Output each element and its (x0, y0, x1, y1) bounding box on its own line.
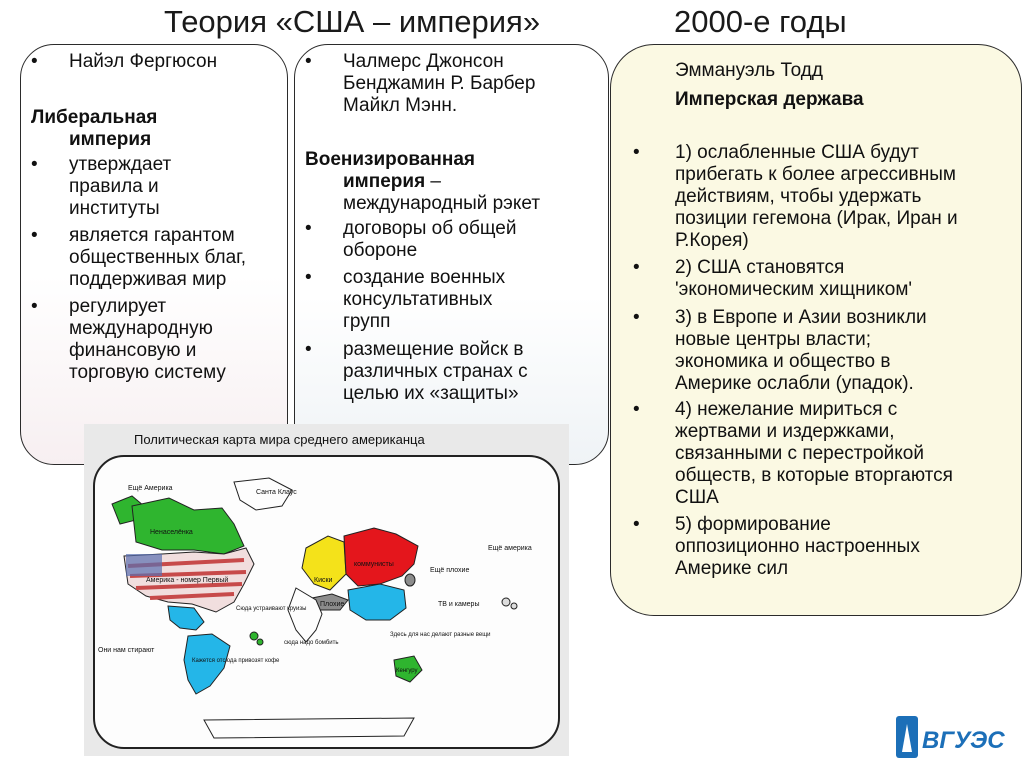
map-label: Кенгуру (396, 668, 418, 674)
todd-panel (610, 44, 1022, 616)
todd-heading: Имперская держава (675, 89, 864, 110)
todd-item: • 3) в Европе и Азии возникли новые центры власти; экономика и общество в Америке ослабли (упадок). (611, 307, 1021, 395)
map-label: Ещё плохие (430, 567, 470, 574)
johnson-item: • создание военных консультативных групп (295, 267, 608, 333)
johnson-item: • договоры об общей обороне (295, 218, 608, 262)
map-label: Здесь для нас делают разные вещи (390, 632, 491, 638)
johnson-authors: • Чалмерс Джонсон Бенджамин Р. Барбер Майкл Мэнн. (295, 51, 608, 117)
map-label: Плохие (320, 601, 345, 608)
todd-item: • 1) ослабленные США будут прибегать к более агрессивным действиям, чтобы удержать позиции гегемона (Ирак, Иран и Р.Корея) (611, 142, 1021, 252)
map-label: Ненаселёнка (150, 529, 193, 536)
johnson-panel (294, 44, 609, 465)
ferguson-item: • утверждает правила и институты (21, 154, 287, 220)
map-label: Сюда устраивают круизы (236, 606, 307, 612)
map-label: Ещё америка (488, 545, 532, 552)
map-region (405, 574, 415, 586)
logo-text: ВГУЭС (922, 727, 1005, 754)
map-label: сюда надо бомбить (284, 640, 339, 646)
todd-author: Эммануэль Тодд (675, 60, 823, 81)
ferguson-item: • является гарантом общественных благ, поддерживая мир (21, 225, 287, 291)
map-label: Кажется отсюда привозят кофе (192, 658, 280, 664)
johnson-item: • размещение войск в различных странах с целью их «защиты» (295, 339, 608, 405)
ferguson-author: • Найэл Фергюсон (21, 51, 287, 73)
map-label: коммунисты (354, 561, 394, 568)
ferguson-panel (20, 44, 288, 465)
map-region (348, 584, 406, 620)
todd-item: • 5) формирование оппозиционно настроенных Америке сил (611, 514, 1021, 580)
university-logo (892, 712, 1024, 762)
map-title: Политическая карта мира среднего американца (134, 432, 425, 447)
map-label: ТВ и камеры (438, 601, 480, 608)
todd-item: • 4) нежелание мириться с жертвами и издержками, связанными с перестройкой обществ, в которые вторгаются США (611, 399, 1021, 509)
johnson-heading: Военизированная империя – международный рэкет (305, 149, 541, 214)
map-label: Они нам стирают (98, 647, 155, 654)
todd-item: • 2) США становятся 'экономическим хищником' (611, 257, 1021, 301)
map-label: Киски (314, 577, 333, 584)
satirical-world-map (84, 424, 569, 756)
map-label: Америка - номер Первый (146, 577, 229, 584)
slide-period-title: 2000-е годы (674, 4, 847, 39)
map-label: Санта Клаус (256, 489, 297, 496)
map-label: Ещё Америка (128, 485, 173, 492)
ferguson-item: • регулирует международную финансовую и торговую систему (21, 296, 287, 384)
slide-title: Теория «США – империя» (164, 4, 541, 39)
ferguson-heading: Либеральная империя (31, 107, 158, 150)
